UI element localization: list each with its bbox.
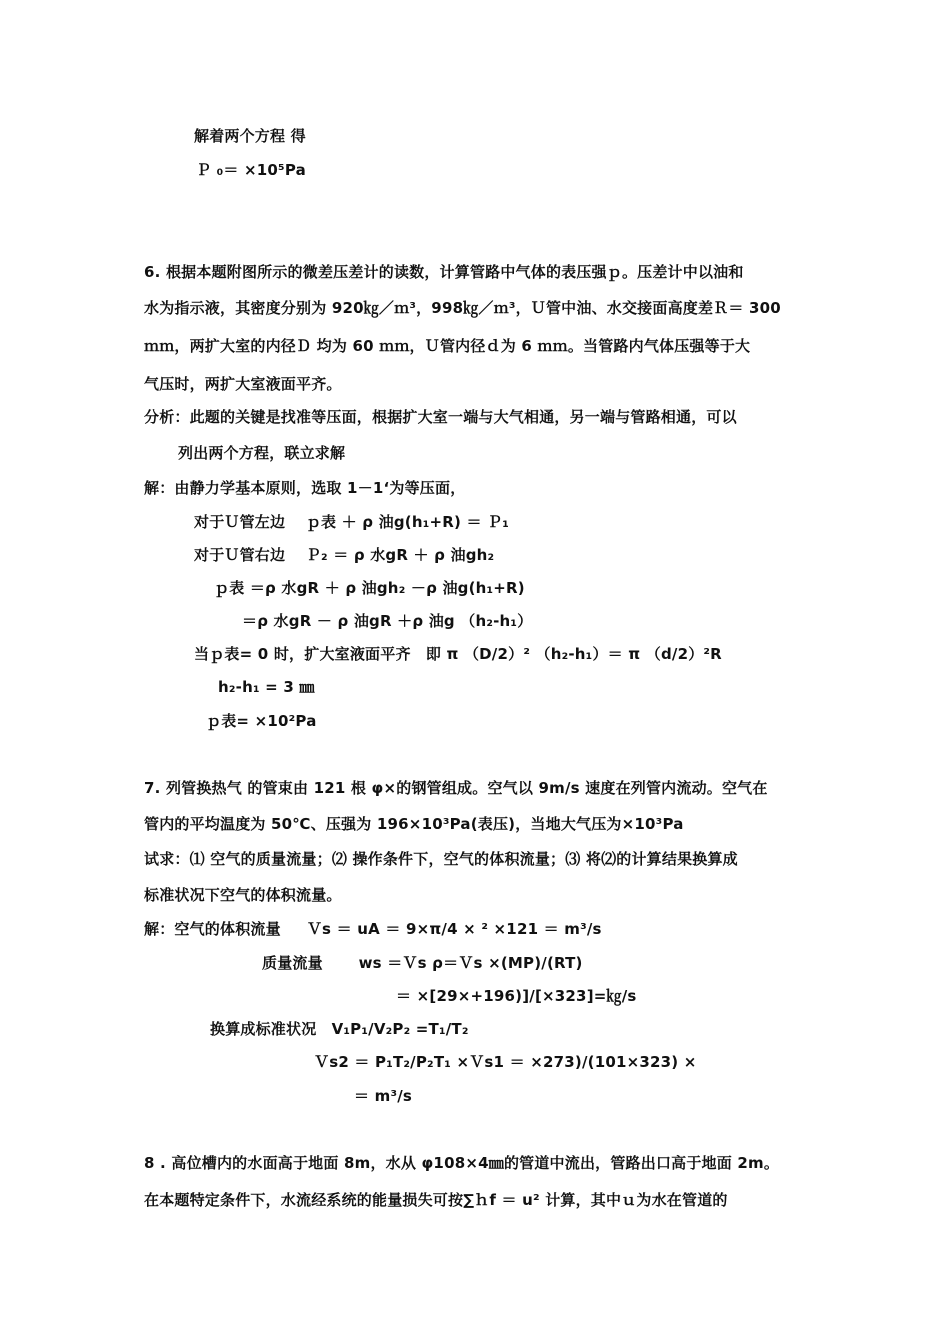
text-line: ＝ρ 水gR － ρ 油gR ＋ρ 油g （h₂-h₁） bbox=[242, 612, 533, 630]
text-line: 质量流量 ws ＝Ｖs ρ＝Ｖs ×(MP)/(RT) bbox=[262, 954, 583, 972]
text-line: 试求：⑴ 空气的质量流量；⑵ 操作条件下，空气的体积流量；⑶ 将⑵的计算结果换算成 bbox=[144, 850, 738, 868]
text-line: 当ｐ表= 0 时，扩大室液面平齐 即 π （D/2）² （h₂-h₁）＝ π （d/2）²R bbox=[194, 645, 722, 663]
text-line: 解着两个方程 得 bbox=[194, 127, 306, 145]
text-line: ｐ表= ×10²Pa bbox=[206, 712, 317, 730]
text-line: 气压时，两扩大室液面平齐。 bbox=[144, 375, 342, 393]
text-line: 水为指示液，其密度分别为 920㎏／ｍ³，998㎏／ｍ³，Ｕ管中油、水交接面高度差Ｒ＝ 300 bbox=[144, 299, 781, 317]
text-line: 对于Ｕ管左边 ｐ表 ＋ ρ 油g(h₁+R) ＝ Ｐ₁ bbox=[194, 513, 510, 531]
text-line: ＝ m³/s bbox=[354, 1087, 413, 1105]
text-line: 列出两个方程，联立求解 bbox=[178, 444, 346, 462]
text-line: 换算成标准状况 V₁P₁/V₂P₂ =T₁/T₂ bbox=[210, 1020, 469, 1038]
text-line: 8 . 高位槽内的水面高于地面 8m，水从 φ108×4㎜的管道中流出，管路出口高于地面 2m。 bbox=[144, 1154, 780, 1172]
text-line: ＝ ×[29×+196)]/[×323]=㎏/s bbox=[396, 987, 637, 1005]
text-line: ｍｍ，两扩大室的内径Ｄ 均为 60 ｍｍ，Ｕ管内径ｄ为 6 ｍｍ。当管路内气体压强等于大 bbox=[144, 337, 751, 355]
text-line: h₂-h₁ = 3 ㎜ bbox=[218, 678, 315, 696]
text-line: 对于Ｕ管右边 Ｐ₂ ＝ ρ 水gR ＋ ρ 油gh₂ bbox=[194, 546, 495, 564]
text-line: 6. 根据本题附图所示的微差压差计的读数，计算管路中气体的表压强ｐ。压差计中以油和 bbox=[144, 263, 744, 281]
text-line: 标准状况下空气的体积流量。 bbox=[144, 886, 342, 904]
text-line: ｐ表 ＝ρ 水gR ＋ ρ 油gh₂ －ρ 油g(h₁+R) bbox=[214, 579, 525, 597]
text-line: 7. 列管换热气 的管束由 121 根 φ×的钢管组成。空气以 9m/s 速度在列管内流动。空气在 bbox=[144, 779, 768, 797]
text-line: 解：空气的体积流量 Ｖs ＝ uA ＝ 9×π/4 × ² ×121 ＝ m³/s bbox=[144, 920, 602, 938]
text-line: Ｐ ₀＝ ×10⁵Pa bbox=[196, 161, 306, 179]
text-line: 分析：此题的关键是找准等压面，根据扩大室一端与大气相通，另一端与管路相通，可以 bbox=[144, 408, 737, 426]
text-line: 管内的平均温度为 50℃、压强为 196×10³Pa(表压)，当地大气压为×10³Pa bbox=[144, 815, 684, 833]
text-line: 解：由静力学基本原则，选取 1－1‘为等压面， bbox=[144, 479, 466, 497]
text-line: 在本题特定条件下，水流经系统的能量损失可按∑ｈf ＝ u² 计算，其中ｕ为水在管道的 bbox=[144, 1191, 728, 1209]
text-line: Ｖs2 ＝ P₁T₂/P₂T₁ ×Ｖs1 ＝ ×273)/(101×323) × bbox=[314, 1053, 697, 1071]
